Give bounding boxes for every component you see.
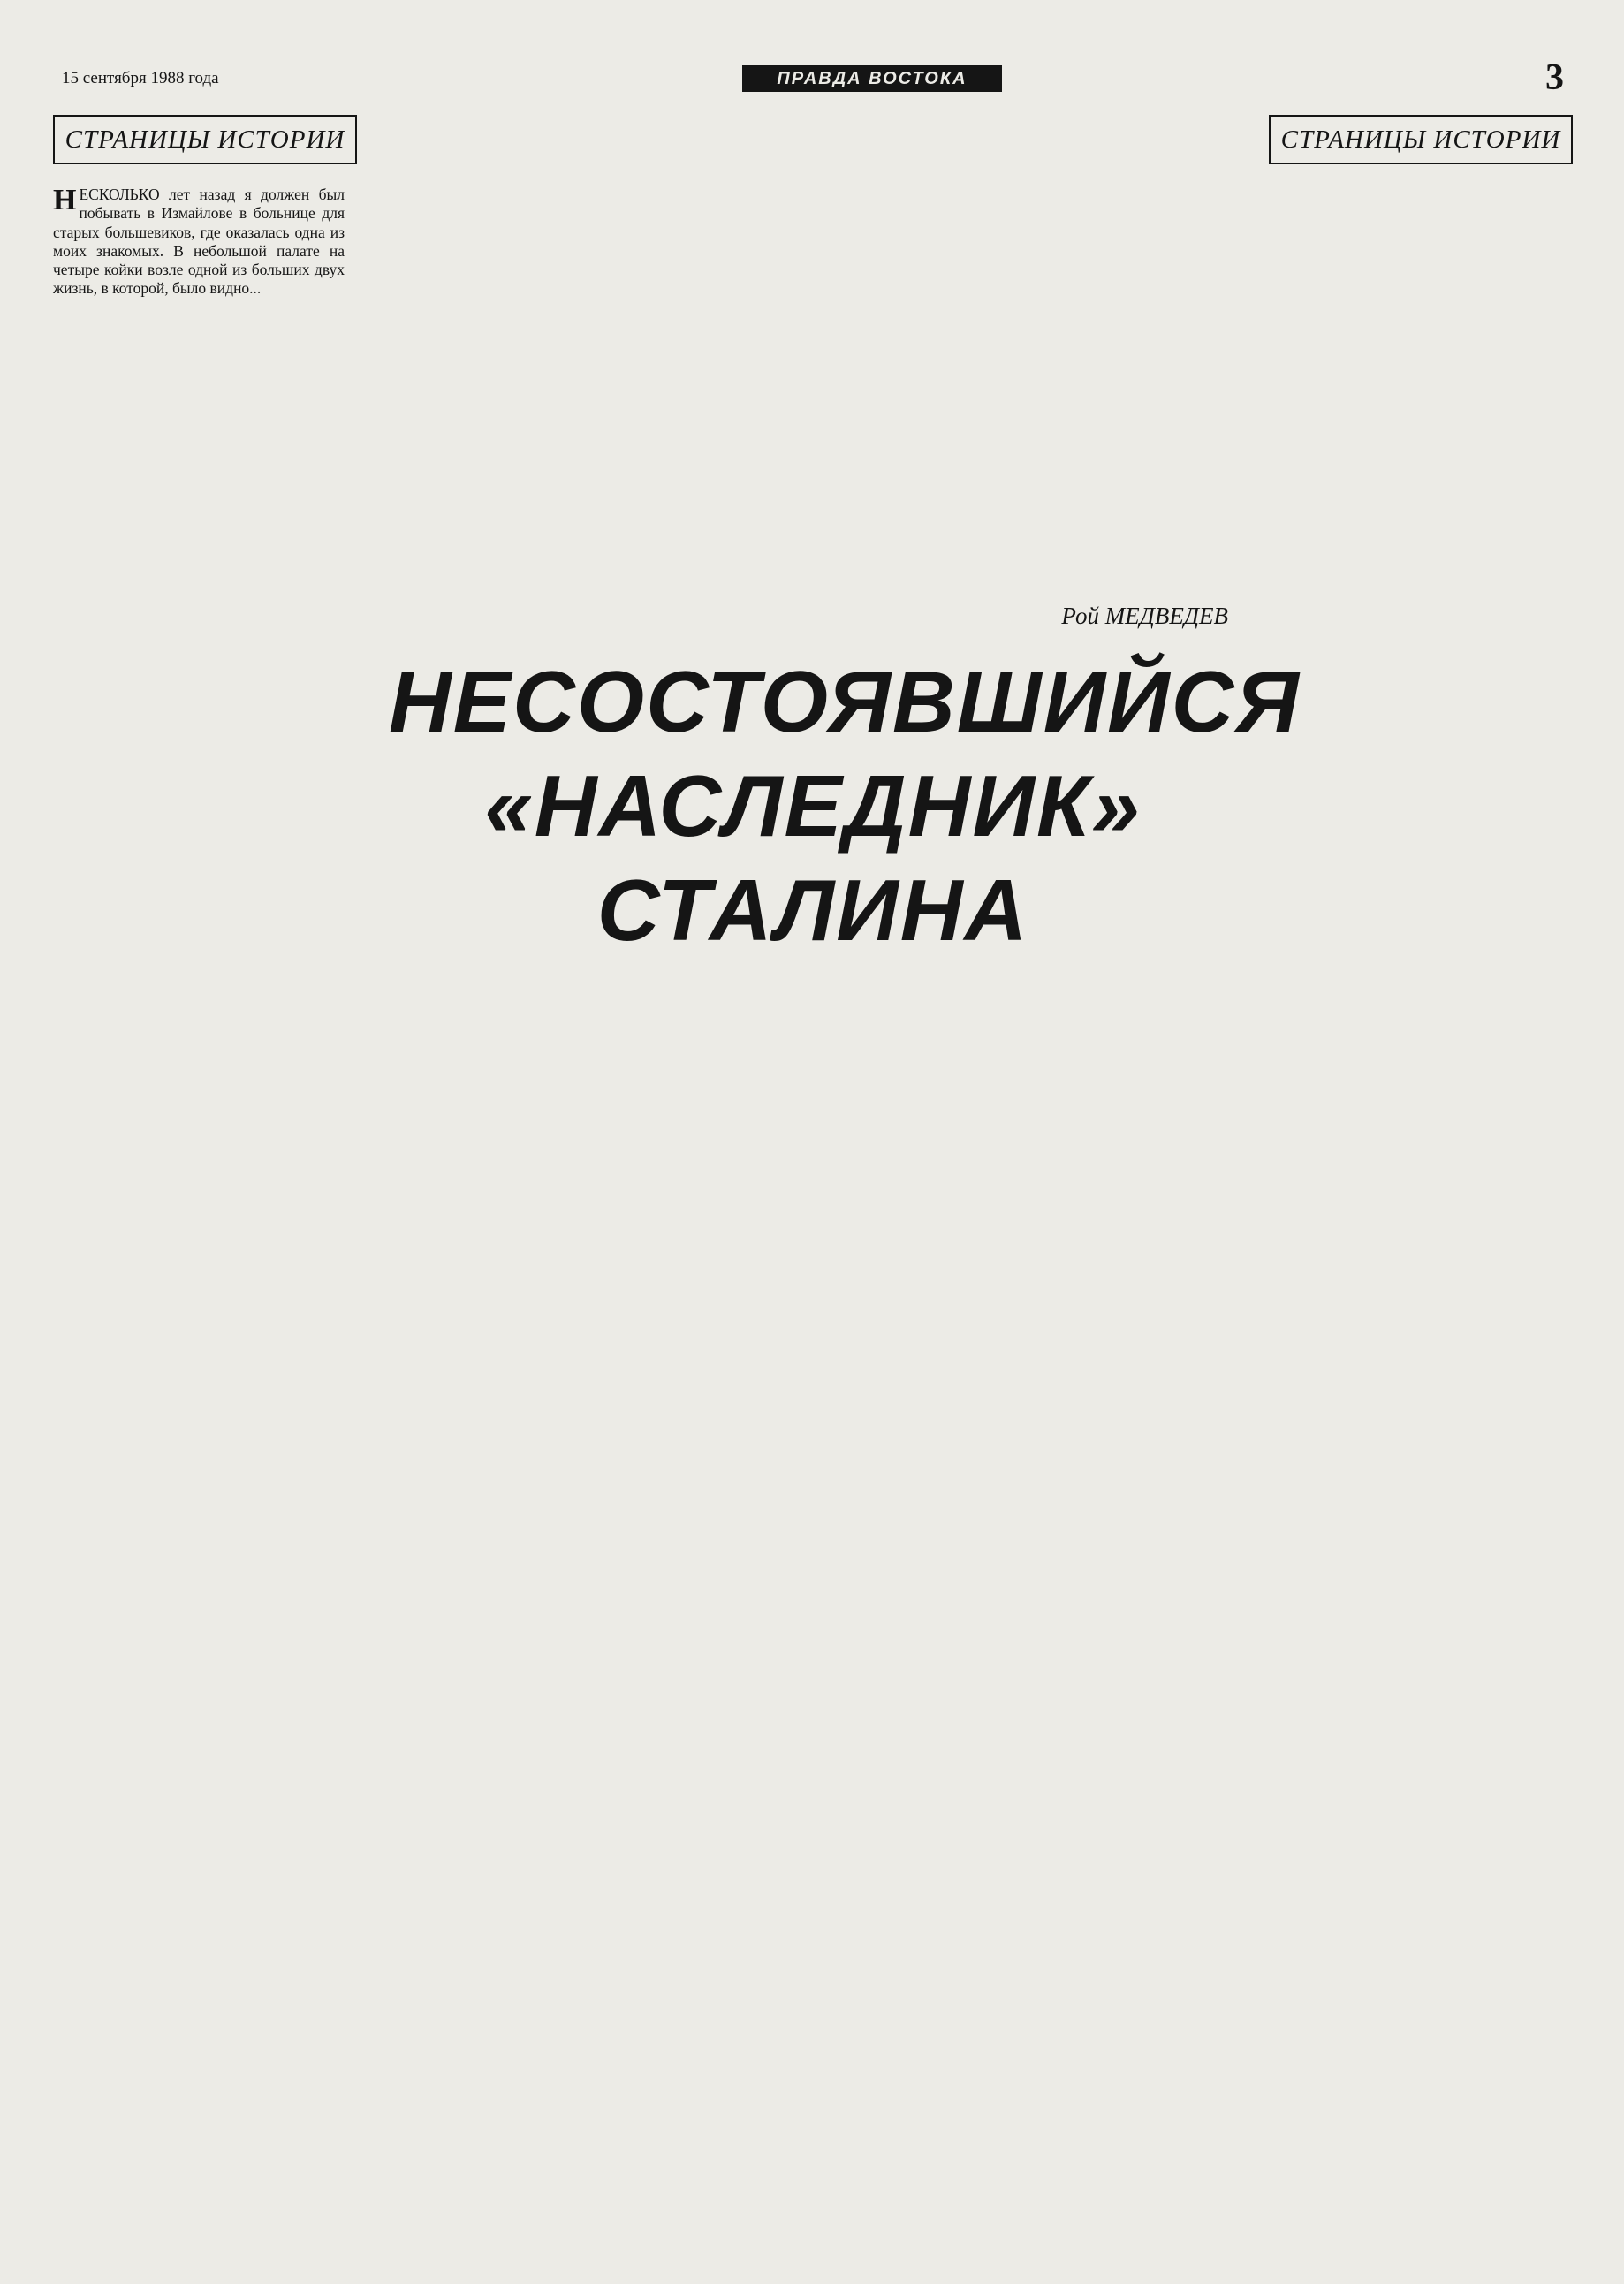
dropcap: Н (53, 184, 77, 216)
page-number: 3 (1545, 57, 1564, 98)
headline-line-2: «НАСЛЕДНИК» СТАЛИНА (484, 757, 1142, 959)
intro-text: ЕСКОЛЬКО лет назад я должен был побывать в Измайлове в больнице для старых большевиков, где оказалась одна из моих знакомых. В небольшой палате на четыре койки возле одной из больших двух жизнь, в которой, было видно... (53, 186, 345, 298)
rubric-left: СТРАНИЦЫ ИСТОРИИ (53, 115, 357, 164)
newspaper-name: ПРАВДА ВОСТОКА (742, 65, 1002, 92)
author-byline: Рой МЕДВЕДЕВ (1061, 603, 1228, 629)
article-column-intro (53, 186, 345, 299)
main-headline (389, 649, 1301, 962)
rubric-right: СТРАНИЦЫ ИСТОРИИ (1269, 115, 1573, 164)
masthead (62, 57, 1564, 98)
headline-line-1: НЕСОСТОЯВШИЙСЯ (389, 653, 1301, 750)
issue-date: 15 сентября 1988 года (62, 69, 219, 87)
